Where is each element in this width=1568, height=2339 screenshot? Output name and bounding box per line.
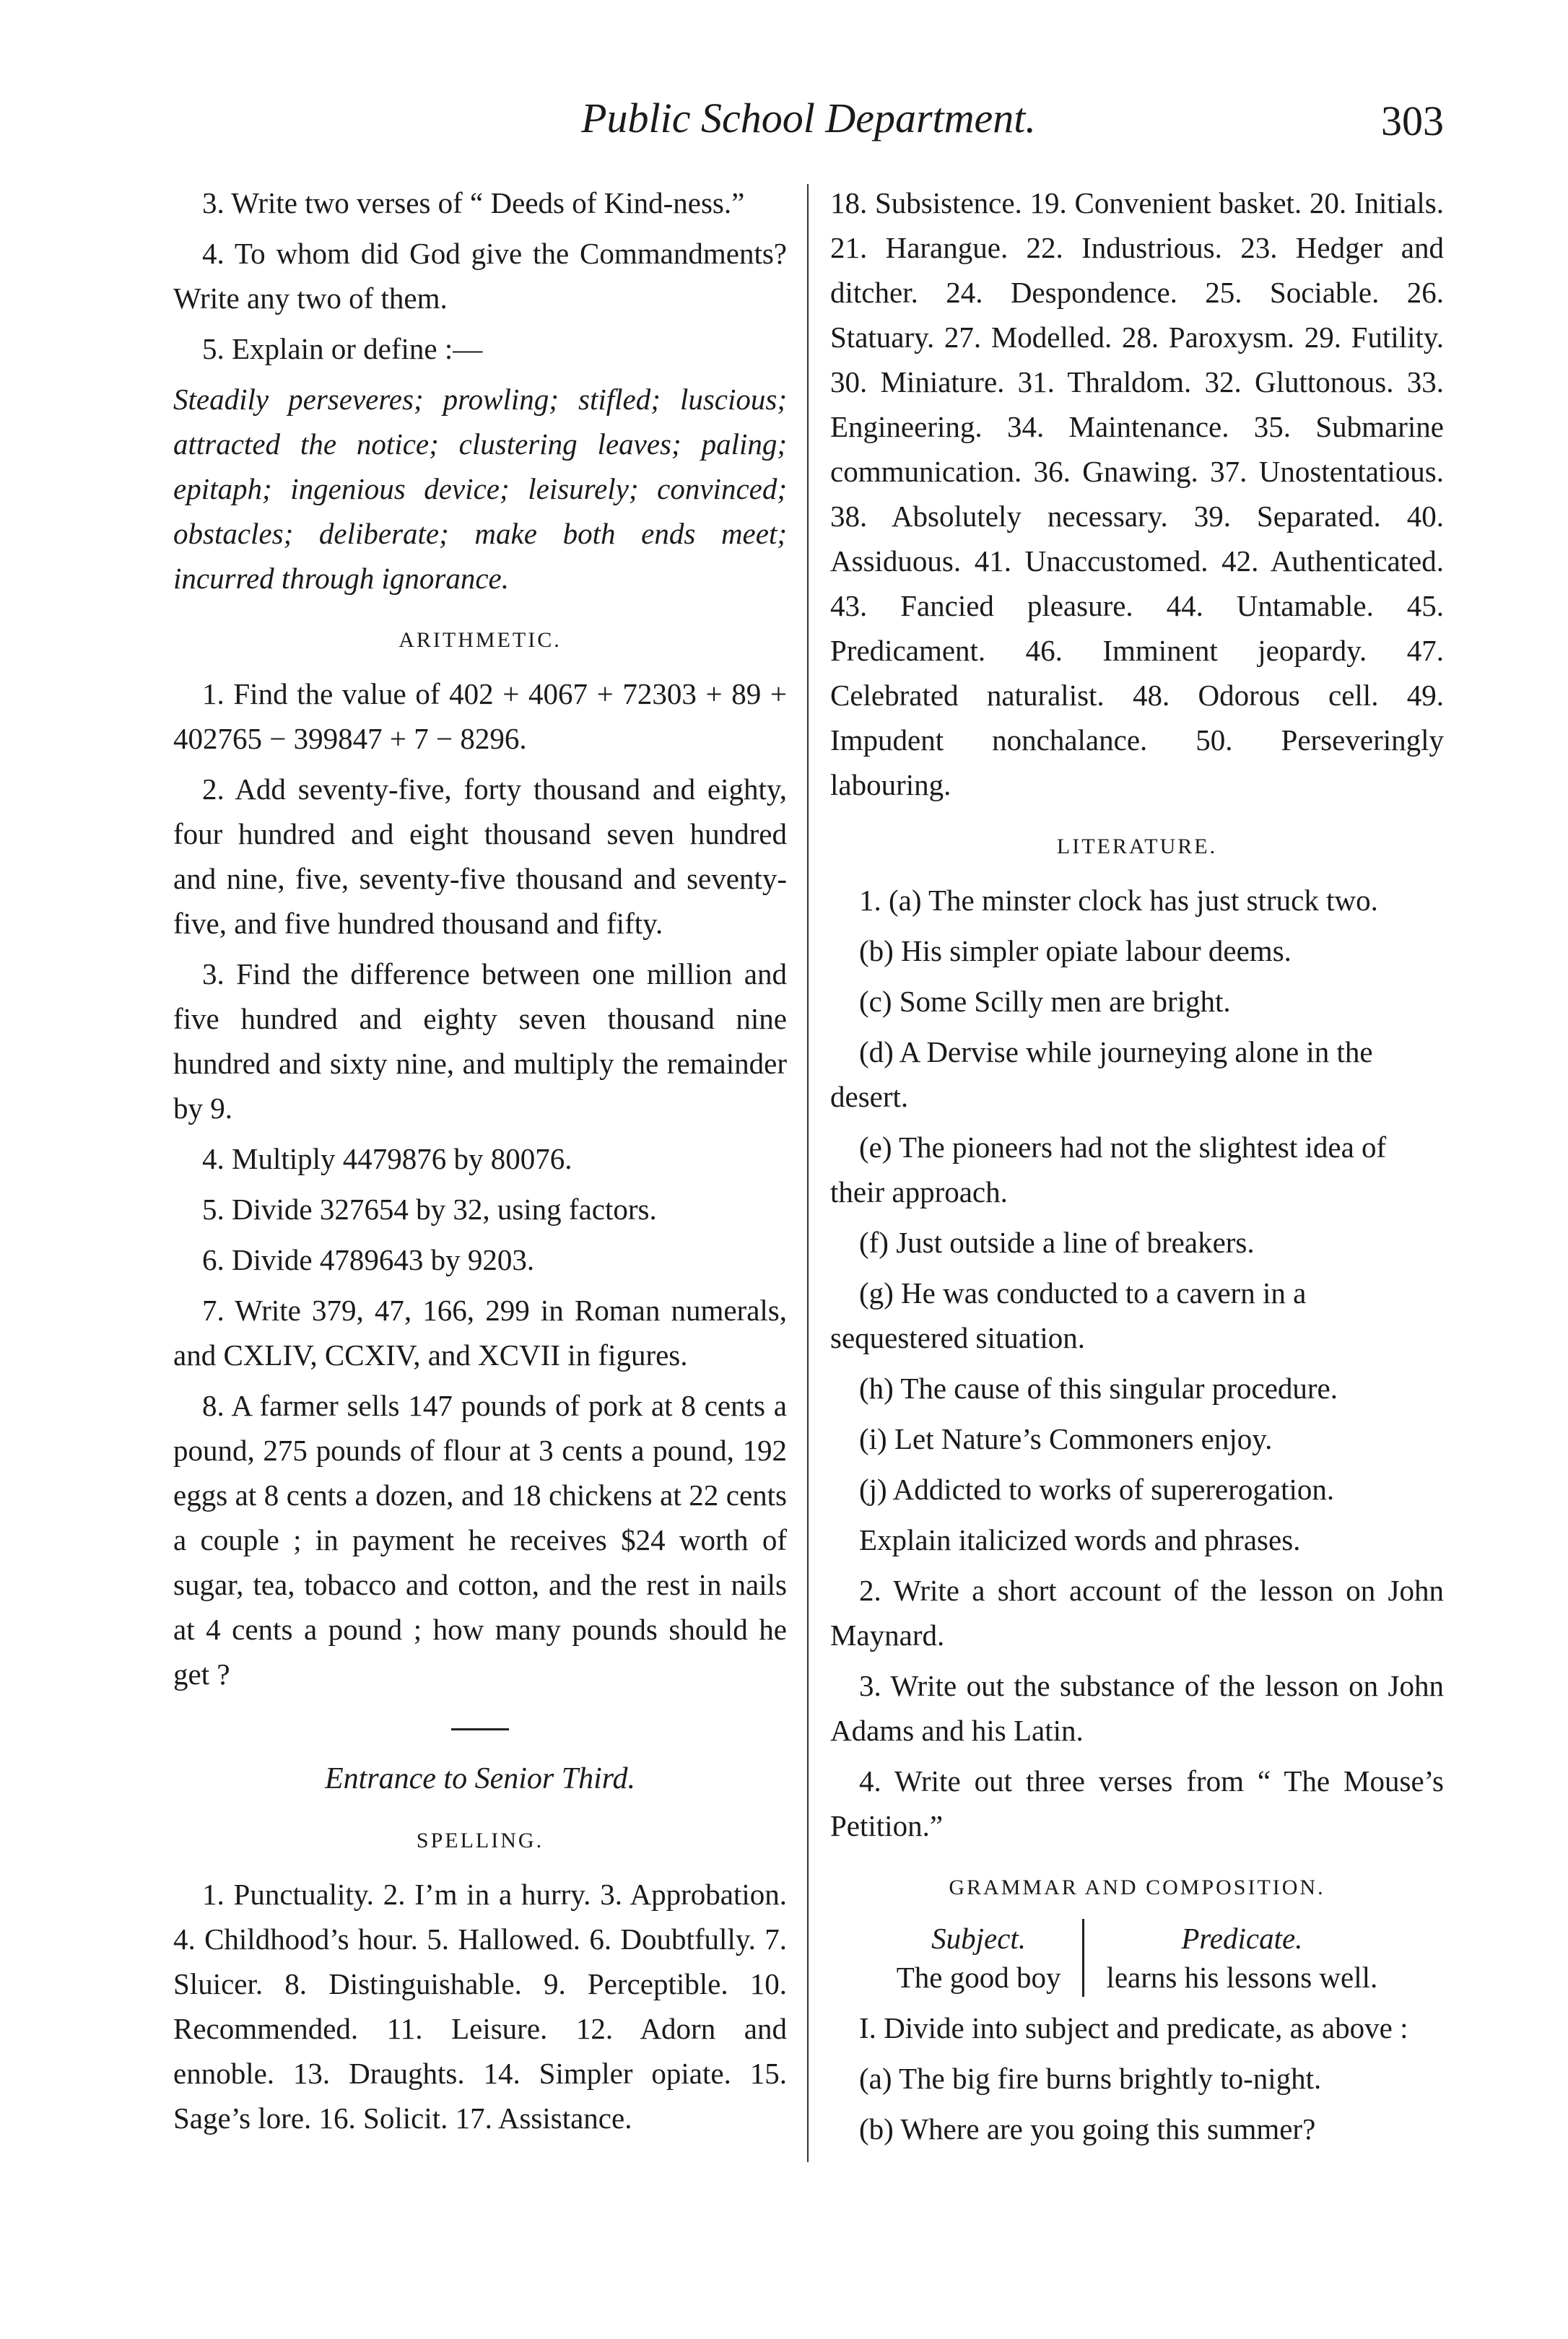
arithmetic-question-3: 3. Find the difference between one million and five hundred and eighty seven thousand nine hundred and sixty nine, and multiply the remainder by 9.	[173, 957, 787, 1125]
spelling-list: 1. Punctuality. 2. I’m in a hurry. 3. Approbation. 4. Childhood’s hour. 5. Hallowed. 6. Doubtfully. 7. Sluicer. 8. Distinguishable. 9. Perceptible. 10. Recommended. 11. Leisure. 12. Adorn and ennoble. 13. Draughts. 14. Simpler opiate. 15. Sage’s lore. 16. Solicit. 17. Assistance.	[173, 1878, 787, 2135]
question-deeds-of-kindness: 3. Write two verses of “ Deeds of Kind-ness.”	[202, 186, 745, 219]
page-number: 303	[1381, 97, 1444, 144]
page-header	[173, 94, 1444, 159]
entrance-heading: Entrance to Senior Third.	[324, 1762, 636, 1795]
literature-item-c: (c) Some Scilly men are bright.	[859, 985, 1231, 1018]
literature-item-f: (f) Just outside a line of breakers.	[859, 1226, 1255, 1259]
grammar-item-b: (b) Where are you going this summer?	[859, 2112, 1316, 2146]
literature-item-h: (h) The cause of this singular procedure.	[859, 1372, 1338, 1405]
literature-item-i: (i) Let Nature’s Commoners enjoy.	[859, 1422, 1273, 1455]
question-explain-define: 5. Explain or define :—	[202, 332, 483, 365]
arithmetic-heading: ARITHMETIC.	[398, 628, 562, 652]
arithmetic-question-5: 5. Divide 327654 by 32, using factors.	[202, 1193, 657, 1226]
arithmetic-question-6: 6. Divide 4789643 by 9203.	[202, 1243, 535, 1276]
literature-heading: LITERATURE.	[1056, 835, 1218, 858]
subject-column	[875, 1919, 1085, 1997]
literature-instruction: Explain italicized words and phrases.	[859, 1523, 1301, 1556]
literature-item-b: (b) His simpler opiate labour deems.	[859, 934, 1292, 967]
predicate-example: learns his lessons well.	[1106, 1961, 1378, 1994]
literature-item-a: 1. (a) The minster clock has just struck two.	[859, 884, 1378, 917]
literature-item-j: (j) Addicted to works of supererogation.	[859, 1473, 1335, 1506]
section-rule	[451, 1728, 509, 1730]
definitions-list: Steadily perseveres; prowling; stifled; luscious; attracted the notice; clustering leaves; paling; epitaph; ingenious device; leisurely; convinced; obstacles; deliberate; make both ends meet; incurred through ignorance.	[173, 383, 787, 595]
grammar-item-a: (a) The big fire burns brightly to-night.	[859, 2062, 1322, 2095]
literature-item-d: (d) A Dervise while journeying alone in the desert.	[830, 1035, 1373, 1113]
arithmetic-question-1: 1. Find the value of 402 + 4067 + 72303 + 89 + 402765 − 399847 + 7 − 8296.	[173, 677, 787, 755]
column-divider	[807, 184, 809, 2162]
running-title: Public School Department.	[581, 95, 1036, 141]
arithmetic-question-7: 7. Write 379, 47, 166, 299 in Roman numerals, and CXLIV, CCXIV, and XCVII in figures.	[173, 1294, 787, 1372]
subject-label: Subject.	[931, 1922, 1027, 1955]
question-commandments: 4. To whom did God give the Commandments? Write any two of them.	[173, 237, 787, 315]
arithmetic-question-8: 8. A farmer sells 147 pounds of pork at 8 cents a pound, 275 pounds of flour at 3 cents a pound, 192 eggs at 8 cents a dozen, and 18 chickens at 22 cents a couple ; in payment he receives $24 worth of sugar, tea, tobacco and cotton, and the rest in nails at 4 cents a pound ; how many pounds should he get ?	[173, 1389, 787, 1691]
literature-question-3: 3. Write out the substance of the lesson on John Adams and his Latin.	[830, 1669, 1444, 1747]
literature-question-2: 2. Write a short account of the lesson on John Maynard.	[830, 1574, 1444, 1652]
grammar-instruction: I. Divide into subject and predicate, as above :	[859, 2011, 1408, 2044]
left-column	[173, 180, 787, 2146]
literature-item-g: (g) He was conducted to a cavern in a sequestered situation.	[830, 1276, 1307, 1354]
grammar-heading: GRAMMAR AND COMPOSITION.	[949, 1876, 1325, 1899]
spelling-heading: SPELLING.	[416, 1829, 544, 1852]
spelling-list-continued: 18. Subsistence. 19. Convenient basket. 20. Initials. 21. Harangue. 22. Industrious. 23. Hedger and ditcher. 24. Despondence. 25. Sociable. 26. Statuary. 27. Modelled. 28. Paroxysm. 29. Futility. 30. Miniature. 31. Thraldom. 32. Gluttonous. 33. Engineering. 34. Maintenance. 35. Submarine communication. 36. Gnawing. 37. Unostentatious. 38. Absolutely necessary. 39. Separated. 40. Assiduous. 41. Unaccustomed. 42. Authenticated. 43. Fancied pleasure. 44. Untamable. 45. Predicament. 46. Imminent jeopardy. 47. Celebrated naturalist. 48. Odorous cell. 49. Impudent nonchalance. 50. Perseveringly labouring.	[830, 186, 1444, 801]
right-column	[830, 180, 1444, 2157]
literature-item-e: (e) The pioneers had not the slightest idea of their approach.	[830, 1131, 1387, 1208]
predicate-column	[1084, 1919, 1399, 1997]
arithmetic-question-4: 4. Multiply 4479876 by 80076.	[202, 1142, 572, 1175]
predicate-label: Predicate.	[1181, 1922, 1303, 1955]
subject-example: The good boy	[896, 1961, 1061, 1994]
literature-question-4: 4. Write out three verses from “ The Mouse’s Petition.”	[830, 1764, 1444, 1842]
subject-predicate-table	[830, 1919, 1444, 1997]
arithmetic-question-2: 2. Add seventy-five, forty thousand and eighty, four hundred and eight thousand seven hundred and nine, five, seventy-five thousand and seventy-five, and five hundred thousand and fifty.	[173, 772, 787, 940]
